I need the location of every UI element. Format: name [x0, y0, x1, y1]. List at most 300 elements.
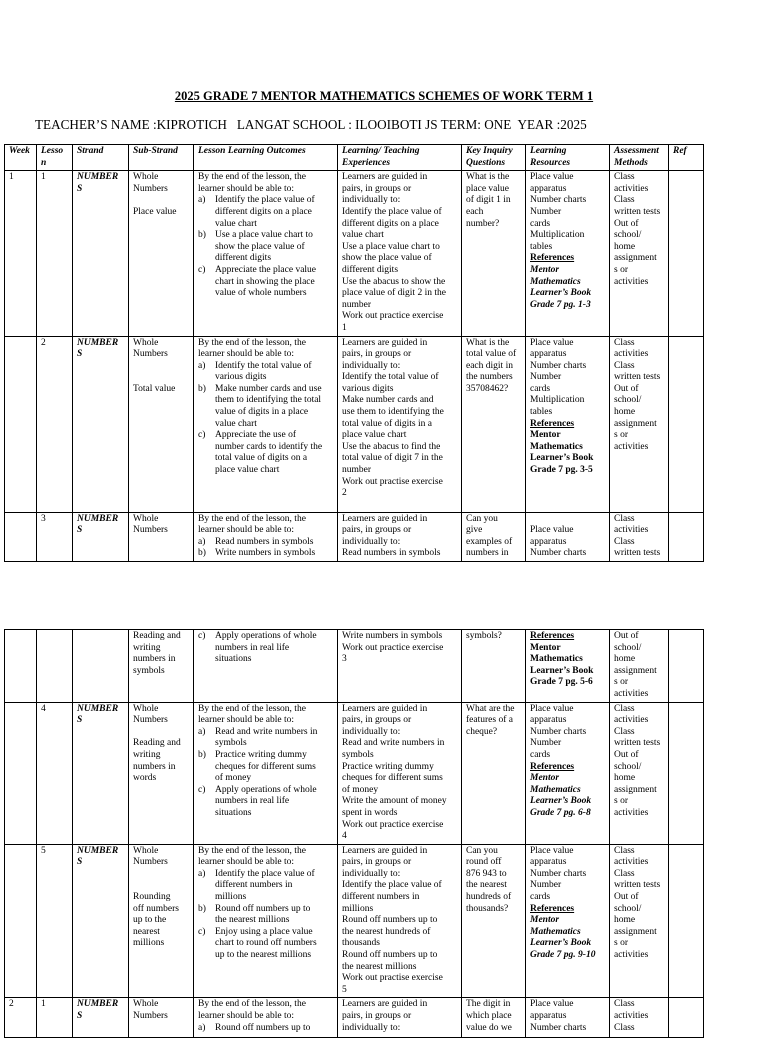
cell-line: thousands?	[466, 903, 509, 914]
cell-line: value of whole numbers	[215, 288, 307, 299]
outcome-label: a)	[198, 868, 206, 879]
cell-line: Reading and	[133, 738, 181, 749]
resources-cell	[526, 171, 610, 336]
cell-line: Out of	[614, 218, 639, 229]
outcome-label: a)	[198, 536, 206, 547]
cell-line: Class	[614, 360, 635, 371]
cell-line: Reading and	[133, 631, 181, 641]
substrand-cell	[129, 171, 194, 336]
table-row	[5, 336, 704, 512]
ref-cell	[669, 998, 704, 1038]
cell-line: Work out practise exercise	[342, 973, 443, 984]
cell-line: different digits	[215, 253, 272, 264]
reference-line: Grade 7 pg. 1-3	[530, 299, 591, 310]
cell-line: Numbers	[133, 1011, 168, 1021]
cell-line: Use a place value chart to	[342, 241, 440, 252]
cell-line: total value of digits on a	[215, 453, 308, 464]
cell-line: Class	[614, 536, 635, 547]
experiences-cell	[338, 844, 462, 998]
outcome-text	[215, 750, 335, 785]
substrand-cell	[129, 998, 194, 1038]
cell-line: By the end of the lesson, the	[198, 172, 306, 183]
cell-line: learner should be able to:	[198, 1011, 295, 1021]
column-header	[526, 145, 610, 171]
questions-cell	[462, 630, 526, 703]
cell-line: of digit 1 in	[466, 195, 511, 206]
outcome-item	[198, 537, 335, 549]
cell-line: the nearest	[466, 880, 507, 891]
resources-cell	[526, 336, 610, 512]
cell-line: Apply operations of whole	[215, 631, 317, 641]
outcome-item	[198, 384, 335, 430]
cell-line: Strand	[77, 146, 104, 156]
cell-line: What is the	[466, 337, 510, 348]
cell-line: activities	[614, 715, 649, 726]
outcomes-cell	[194, 512, 338, 561]
cell-line: school/	[614, 761, 642, 772]
cell-line: S	[77, 715, 83, 726]
cell-line: By the end of the lesson, the	[198, 999, 306, 1010]
outcome-text	[215, 361, 335, 384]
cell-line: symbols?	[466, 631, 502, 641]
cell-line: individually to:	[342, 726, 401, 737]
cell-line: place value chart	[342, 430, 407, 441]
week-cell	[5, 702, 37, 844]
outcome-label: c)	[198, 430, 206, 441]
cell-line: activities	[614, 441, 649, 452]
outcome-item	[198, 361, 335, 384]
ref-cell	[669, 844, 704, 998]
cell-line: activities	[614, 807, 649, 818]
experiences-cell	[338, 336, 462, 512]
cell-line: Class	[614, 337, 635, 348]
outcome-text	[215, 869, 335, 904]
cell-line: Total value	[133, 383, 176, 394]
cell-line: Practice writing dummy	[215, 749, 307, 760]
outcome-text	[215, 384, 335, 430]
cell-line: various digits	[215, 372, 267, 383]
cell-line: s or	[614, 938, 628, 949]
teacher-details-line: TEACHER’S NAME :KIPROTICH LANGAT SCHOOL : ILOOIBOTI JS TERM: ONE YEAR :2025	[35, 117, 587, 132]
cell-line: Identify the place value of	[342, 206, 442, 217]
column-header	[610, 145, 669, 171]
reference-line: Mentor	[530, 430, 561, 441]
cell-line: Place value	[530, 703, 574, 714]
cell-line: S	[77, 525, 83, 536]
cell-line: apparatus	[530, 536, 567, 547]
cell-line: number	[342, 465, 372, 476]
experiences-cell	[338, 171, 462, 336]
cell-line: total value of digit 7 in the	[342, 453, 443, 464]
strand-cell	[73, 630, 129, 703]
cell-line: Whole	[133, 513, 159, 524]
cell-line: Use a place value chart to	[215, 230, 313, 241]
column-header	[5, 145, 37, 171]
cell-line: 5	[342, 984, 347, 995]
cell-line: assignment	[614, 926, 657, 937]
outcome-item	[198, 927, 335, 962]
cell-line: Out of	[614, 383, 639, 394]
cell-line: Place value	[530, 525, 574, 536]
outcome-label: b)	[198, 230, 206, 241]
outcome-label: b)	[198, 903, 206, 914]
assessment-cell	[610, 702, 669, 844]
document-title: 2025 GRADE 7 MENTOR MATHEMATICS SCHEMES OF WORK TERM 1	[174, 89, 594, 103]
strand-cell	[73, 336, 129, 512]
reference-line: Grade 7 pg. 3-5	[530, 465, 593, 476]
outcomes-cell	[194, 998, 338, 1038]
cell-line: Can you	[466, 513, 498, 524]
cell-line: home	[614, 407, 636, 418]
spacer	[530, 514, 607, 526]
cell-line: By the end of the lesson, the	[198, 703, 306, 714]
cell-line: Whole	[133, 703, 159, 714]
assessment-cell	[610, 998, 669, 1038]
cell-line: chart to round off numbers	[215, 938, 317, 949]
cell-line: Use the abacus to show the	[342, 276, 446, 287]
reference-line: Mentor	[530, 264, 560, 275]
cell-line: activities	[614, 857, 649, 868]
cell-line: Multiplication	[530, 395, 585, 406]
cell-line: home	[614, 915, 636, 926]
cell-line: Learners are guided in	[342, 845, 428, 856]
lesson-cell: 1	[37, 998, 73, 1038]
cell-line: Lesson Learning Outcomes	[198, 146, 306, 156]
strand-cell	[73, 844, 129, 998]
cell-line: Place value	[133, 206, 177, 217]
cell-line: the numbers	[466, 372, 513, 383]
cell-line: activities	[614, 950, 649, 961]
cell-line: Make number cards and use	[215, 383, 322, 394]
strand-cell	[73, 512, 129, 561]
week-cell	[5, 336, 37, 512]
cell-line: individually to:	[342, 1022, 401, 1033]
cell-line: thousands	[342, 938, 380, 949]
outcome-text	[215, 904, 335, 927]
cell-line: give	[466, 525, 483, 536]
questions-cell	[462, 336, 526, 512]
outcome-item	[198, 631, 335, 666]
cell-line: Write the amount of money	[342, 796, 447, 807]
table-row	[5, 630, 704, 703]
cell-line: of money	[215, 773, 252, 784]
cell-line: What are the	[466, 703, 515, 714]
cell-line: Work out practice exercise	[342, 642, 444, 653]
cell-line: s or	[614, 677, 628, 688]
cell-line: pairs, in groups or	[342, 1011, 412, 1021]
cell-line: Number charts	[530, 548, 587, 559]
spacer	[133, 372, 191, 384]
cell-line: Identify the total value of	[215, 360, 312, 371]
cell-line: Work out practise exercise	[342, 476, 443, 487]
outcome-item	[198, 230, 335, 265]
cell-line: learner should be able to:	[198, 525, 295, 536]
cell-line: Number	[530, 880, 562, 891]
lesson-cell: 1	[37, 171, 73, 336]
cell-line: nearest	[133, 926, 160, 937]
ref-cell	[669, 171, 704, 336]
cell-line: pairs, in groups or	[342, 349, 412, 360]
cell-line: spent in words	[342, 807, 398, 818]
cell-line: Learners are guided in	[342, 513, 428, 524]
column-header	[37, 145, 73, 171]
cell-line: Class	[614, 172, 635, 183]
column-header	[669, 145, 704, 171]
cell-line: activities	[614, 349, 649, 360]
cell-line: learner should be able to:	[198, 349, 295, 360]
week-cell	[5, 512, 37, 561]
cell-line: Sub-Strand	[133, 146, 178, 156]
lesson-cell: 3	[37, 512, 73, 561]
resources-cell	[526, 844, 610, 998]
cell-line: different digits on a place	[342, 218, 439, 229]
questions-cell	[462, 512, 526, 561]
cell-line: place value	[466, 183, 509, 194]
cell-line: writing	[133, 749, 161, 760]
cell-line: Class	[614, 513, 635, 524]
cell-line: Week	[9, 146, 30, 156]
cell-line: Number charts	[530, 195, 587, 206]
cell-line: Number	[530, 372, 562, 383]
cell-line: By the end of the lesson, the	[198, 337, 306, 348]
week-cell	[5, 844, 37, 998]
cell-line: numbers in	[133, 654, 176, 665]
cell-line: each	[466, 206, 484, 217]
cell-line: Number charts	[530, 1022, 587, 1033]
cell-line: Round off numbers up to	[342, 915, 438, 926]
ref-cell	[669, 336, 704, 512]
outcome-text	[215, 265, 335, 300]
cell-line: By the end of the lesson, the	[198, 513, 306, 524]
cell-line: individually to:	[342, 360, 401, 371]
table-row	[5, 512, 704, 561]
cell-line: show the place value of	[342, 253, 432, 264]
cell-line: different digits on a place	[215, 206, 312, 217]
cell-line: the nearest millions	[215, 915, 290, 926]
reference-line: Grade 7 pg. 5-6	[530, 677, 593, 688]
cell-line: Use the abacus to find the	[342, 441, 441, 452]
cell-line: total value of digits in a	[342, 418, 432, 429]
spacer	[133, 195, 191, 207]
cell-line: numbers in real life	[215, 642, 290, 653]
questions-cell	[462, 844, 526, 998]
cell-line: show the place value of	[215, 241, 305, 252]
cell-line: home	[614, 654, 636, 665]
reference-line: Learner’s Book	[530, 796, 592, 807]
cell-line: millions	[342, 903, 374, 914]
references-heading: References	[530, 418, 575, 429]
cell-line: words	[133, 773, 157, 784]
references-heading: References	[530, 903, 575, 914]
cell-line: Identify the total value of	[342, 372, 439, 383]
spacer	[133, 727, 191, 739]
cell-line: Numbers	[133, 183, 168, 194]
cell-line: Multiplication	[530, 230, 585, 241]
cell-line: learner should be able to:	[198, 715, 295, 726]
assessment-cell	[610, 171, 669, 336]
cell-line: Practice writing dummy	[342, 761, 434, 772]
cell-line: pairs, in groups or	[342, 715, 412, 726]
cell-line: Write numbers in symbols	[342, 631, 443, 641]
cell-line: home	[614, 773, 636, 784]
cell-line: Key Inquiry	[466, 146, 513, 156]
cell-line: NUMBER	[77, 337, 119, 348]
outcome-item	[198, 869, 335, 904]
week-cell	[5, 630, 37, 703]
references-heading: References	[530, 761, 575, 772]
outcome-text	[215, 537, 335, 549]
cell-line: Questions	[466, 157, 506, 168]
table-row	[5, 844, 704, 998]
cell-line: NUMBER	[77, 703, 119, 714]
cell-line: Learners are guided in	[342, 337, 428, 348]
cell-line: Out of	[614, 892, 639, 903]
cell-line: NUMBER	[77, 513, 119, 524]
reference-line: Mathematics	[530, 926, 581, 937]
cell-line: cheques for different sums	[215, 761, 316, 772]
cell-line: Ref	[673, 146, 687, 156]
cell-line: symbols	[133, 665, 165, 676]
cell-line: the nearest hundreds of	[342, 926, 431, 937]
outcome-label: b)	[198, 548, 206, 559]
outcome-text	[215, 631, 335, 666]
outcome-label: a)	[198, 360, 206, 371]
cell-line: value of digits in a place	[215, 407, 309, 418]
reference-line: Learner’s Book	[530, 938, 592, 949]
cell-line: Apply operations of whole	[215, 784, 317, 795]
cell-line: Round off numbers up to	[342, 950, 438, 961]
references-heading: References	[530, 631, 575, 641]
experiences-cell	[338, 998, 462, 1038]
spacer	[133, 880, 191, 892]
cell-line: S	[77, 183, 83, 194]
cell-line: Class	[614, 845, 635, 856]
assessment-cell	[610, 336, 669, 512]
reference-line: Mathematics	[530, 276, 581, 287]
cell-line: Whole	[133, 845, 159, 856]
cell-line: Resources	[530, 157, 571, 168]
lesson-cell: 2	[37, 336, 73, 512]
cell-line: individually to:	[342, 868, 401, 879]
cell-line: off numbers	[133, 903, 179, 914]
cell-line: Place value	[530, 999, 574, 1010]
cell-line: S	[77, 857, 83, 868]
outcome-text	[215, 1023, 335, 1035]
outcome-item	[198, 904, 335, 927]
outcome-item	[198, 750, 335, 785]
cell-line: up to the nearest millions	[215, 950, 312, 961]
reference-line: Grade 7 pg. 9-10	[530, 950, 596, 961]
questions-cell	[462, 702, 526, 844]
cell-line: Learning/ Teaching	[342, 146, 420, 156]
cell-line: Work out practice exercise	[342, 819, 444, 830]
cell-line: assignment	[614, 253, 657, 264]
cell-line: S	[77, 1011, 83, 1021]
outcome-label: c)	[198, 926, 206, 937]
cell-line: Numbers	[133, 857, 168, 868]
cell-line: cards	[530, 383, 551, 394]
cell-line: school/	[614, 642, 642, 653]
cell-line: written tests	[614, 548, 661, 559]
cell-line: Lesso	[41, 146, 64, 156]
cell-line: round off	[466, 857, 502, 868]
outcome-label: c)	[198, 631, 206, 641]
ref-cell	[669, 702, 704, 844]
outcome-text	[215, 785, 335, 820]
cell-line: cards	[530, 892, 551, 903]
cell-line: apparatus	[530, 183, 567, 194]
cell-line: up to the	[133, 915, 167, 926]
cell-line: examples of	[466, 536, 513, 547]
outcome-label: a)	[198, 726, 206, 737]
cell-line: of money	[342, 784, 379, 795]
cell-line: numbers in	[133, 761, 176, 772]
cell-line: different numbers in	[215, 880, 293, 891]
reference-line: Mentor	[530, 915, 560, 926]
resources-cell	[526, 512, 610, 561]
column-header	[73, 145, 129, 171]
cell-line: Write numbers in symbols	[215, 548, 316, 559]
cell-line: value chart	[342, 230, 384, 241]
cell-line: each digit in	[466, 360, 513, 371]
cell-line: value chart	[215, 218, 257, 229]
reference-line: Learner’s Book	[530, 288, 592, 299]
cell-line: activities	[614, 688, 649, 699]
cell-line: Number	[530, 206, 562, 217]
outcomes-cell	[194, 630, 338, 703]
cell-line: Read and write numbers in	[215, 726, 318, 737]
reference-line: Mentor	[530, 773, 560, 784]
cell-line: tables	[530, 407, 553, 418]
cell-line: millions	[133, 938, 165, 949]
cell-line: number cards to identify the	[215, 441, 323, 452]
cell-line: which place	[466, 1011, 512, 1021]
cell-line: Class	[614, 999, 635, 1010]
cell-line: Whole	[133, 337, 159, 348]
cell-line: pairs, in groups or	[342, 857, 412, 868]
reference-line: Learner’s Book	[530, 665, 594, 676]
cell-line: school/	[614, 903, 642, 914]
cell-line: Number charts	[530, 360, 587, 371]
outcomes-cell	[194, 844, 338, 998]
cell-line: learner should be able to:	[198, 183, 295, 194]
column-header	[338, 145, 462, 171]
cell-line: Can you	[466, 845, 498, 856]
cell-line: Appreciate the place value	[215, 264, 317, 275]
reference-line: Grade 7 pg. 6-8	[530, 807, 591, 818]
cell-line: 3	[342, 654, 347, 665]
cell-line: Read and write numbers in	[342, 738, 445, 749]
ref-cell	[669, 630, 704, 703]
cell-line: Identify the place value of	[215, 868, 315, 879]
cell-line: Learning	[530, 146, 567, 156]
cell-line: 876 943 to	[466, 868, 507, 879]
cell-line: s or	[614, 264, 628, 275]
cell-line: assignment	[614, 665, 657, 676]
cell-line: activities	[614, 183, 649, 194]
cell-line: activities	[614, 1011, 649, 1021]
cell-line: situations	[215, 654, 252, 665]
cell-line: Learners are guided in	[342, 172, 428, 183]
strand-cell	[73, 171, 129, 336]
outcome-text	[215, 230, 335, 265]
resources-cell	[526, 630, 610, 703]
cell-line: Read numbers in symbols	[215, 536, 314, 547]
outcome-item	[198, 265, 335, 300]
cell-line: Make number cards and	[342, 395, 434, 406]
cell-line: value do we	[466, 1022, 512, 1033]
column-header	[194, 145, 338, 171]
